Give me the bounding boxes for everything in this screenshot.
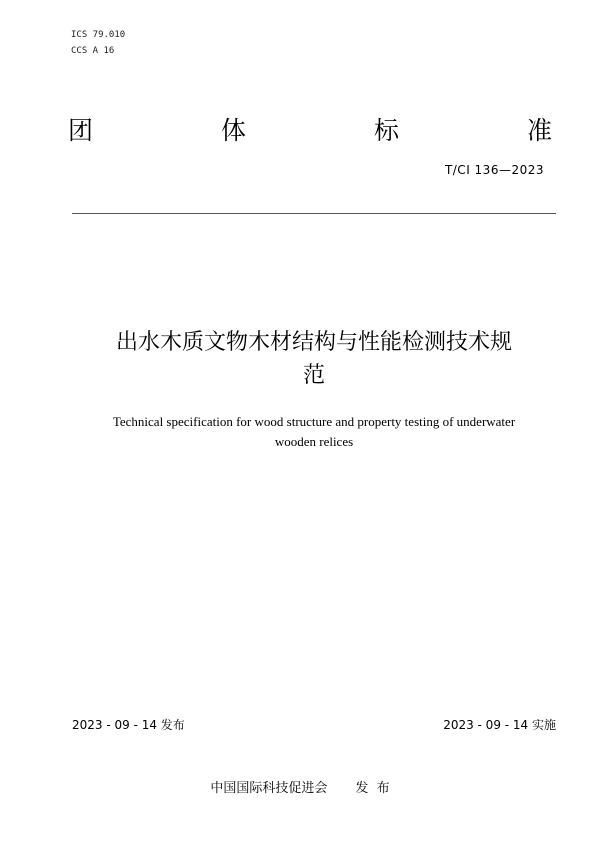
- issuer-name: 中国国际科技促进会: [210, 781, 328, 796]
- publish-date: 2023 - 09 - 14 发布: [72, 718, 185, 732]
- standard-type-char: 体: [220, 116, 246, 145]
- title-en-line: Technical specification for wood structure and property testing of underwater: [112, 414, 516, 429]
- implement-date: 2023 - 09 - 14 实施: [443, 718, 556, 732]
- standard-type-char: 团: [68, 116, 94, 145]
- standard-number: T/CI 136—2023: [444, 163, 544, 177]
- standard-type-heading: [68, 116, 552, 146]
- classification-codes: [71, 27, 125, 59]
- title-en-line: wooden relices: [274, 434, 354, 449]
- ics-code: ICS 79.010: [71, 30, 126, 40]
- title-english: [72, 412, 556, 452]
- title-cn-line: 出水木质文物木材结构与性能检测技术规: [115, 330, 512, 355]
- title-cn-line: 范: [302, 363, 325, 388]
- issuer-action: 发 布: [355, 781, 390, 796]
- title-chinese: [72, 326, 556, 392]
- ccs-code: CCS A 16: [71, 46, 115, 56]
- standard-type-char: 准: [526, 116, 552, 145]
- header-divider: [72, 213, 556, 214]
- standard-type-char: 标: [373, 116, 399, 145]
- issuer-line: [0, 777, 600, 796]
